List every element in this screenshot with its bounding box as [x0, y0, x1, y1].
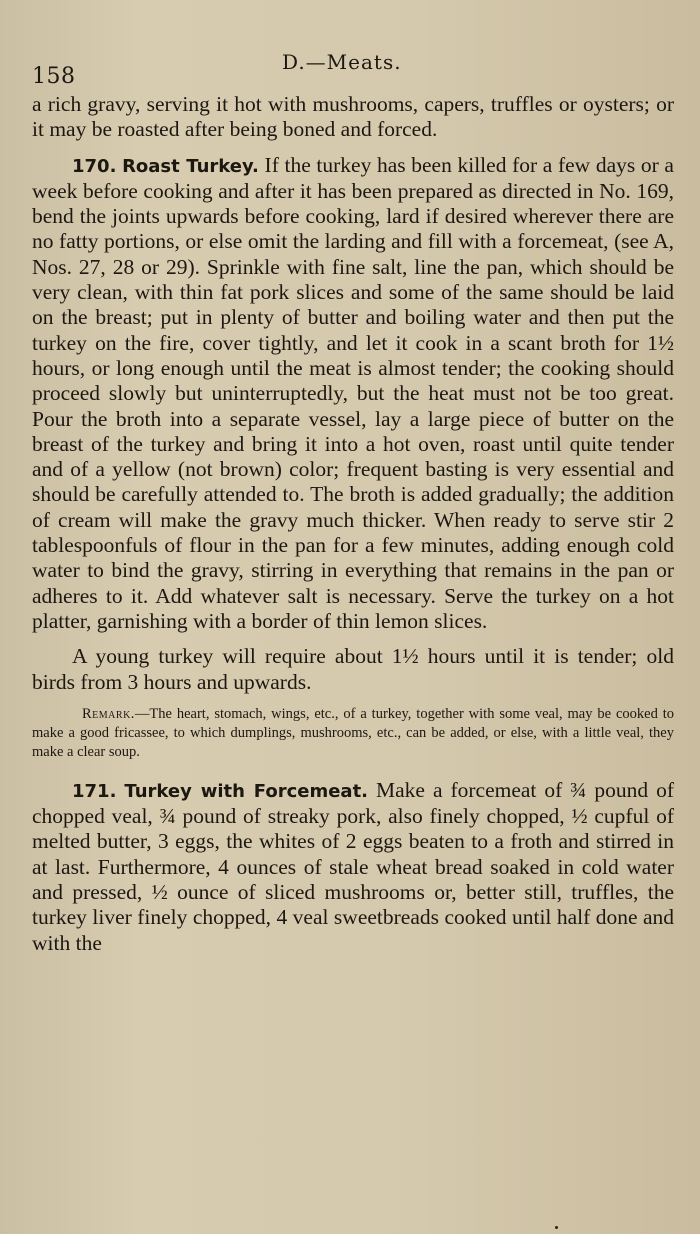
print-speck — [555, 1226, 558, 1229]
recipe-170-number: 170. — [72, 155, 117, 177]
remark-label: Remark. — [82, 705, 135, 722]
page-number: 158 — [32, 64, 76, 89]
carryover-paragraph: a rich gravy, serving it hot with mushrooms, capers, truffles or oysters; or it may be roasted after being boned and forced. — [32, 92, 674, 142]
recipe-171-title: Turkey with Forcemeat. — [124, 780, 369, 802]
recipe-170-remark — [32, 705, 674, 762]
recipe-170-note: A young turkey will require about 1½ hours until it is tender; old birds from 3 hours and upwards. — [32, 644, 674, 694]
recipe-170-text: If the turkey has been killed for a few days or a week before cooking and after it has been prepared as directed in No. 169, bend the joints upwards before cooking, lard if desired wherever there are no fatty portions, or else omit the larding and fill with a forcemeat, (see A, Nos. 27, 28 or 29). Sprinkle with fine salt, line the pan, which should be very clean, with thin fat pork slices and some of the same should be laid on the breast; put in plenty of butter and boiling water and then put the turkey on the fire, cover tightly, and let it cook in a scant broth for 1½ hours, or long enough until the meat is almost tender; the cooking should proceed slowly but uninterruptedly, but the heat must not be too great. Pour the broth into a separate vessel, lay a large piece of butter on the breast of the turkey and bring it into a hot oven, roast until quite tender and of a yellow (not brown) color; frequent basting is very essential and should be carefully attended to. The broth is added gradually; the addition of cream will make the gravy much thicker. When ready to serve stir 2 tablespoonfuls of flour in the pan for a few minutes, adding enough cold water to bind the gravy, stirring in everything that remains in the pan or adheres to it. Add whatever salt is necessary. Serve the turkey on a hot platter, garnishing with a border of thin lemon slices. — [32, 152, 674, 633]
recipe-171-number: 171. — [72, 780, 117, 802]
page-header — [32, 50, 674, 92]
recipe-170-paragraph — [32, 153, 674, 635]
page-body — [32, 92, 674, 956]
running-head: D.—Meats. — [282, 50, 402, 74]
remark-text: —The heart, stomach, wings, etc., of a turkey, together with some veal, may be cooked to make a good fricassee, to which dumplings, mushrooms, etc., can be added, or else, with a little veal, they make a clear soup. — [32, 705, 674, 760]
recipe-170-title: Roast Turkey. — [122, 155, 259, 177]
recipe-171-text: Make a forcemeat of ¾ pound of chopped veal, ¾ pound of streaky pork, also finely chopped, ½ cupful of melted butter, 3 eggs, the whites of 2 eggs beaten to a froth and stirred in at last. Furthermore, 4 ounces of stale wheat bread soaked in cold water and pressed, ½ ounce of sliced mushrooms or, better still, truffles, the turkey liver finely chopped, 4 veal sweetbreads cooked until half done and with the — [32, 777, 675, 955]
recipe-171-paragraph — [32, 778, 674, 956]
